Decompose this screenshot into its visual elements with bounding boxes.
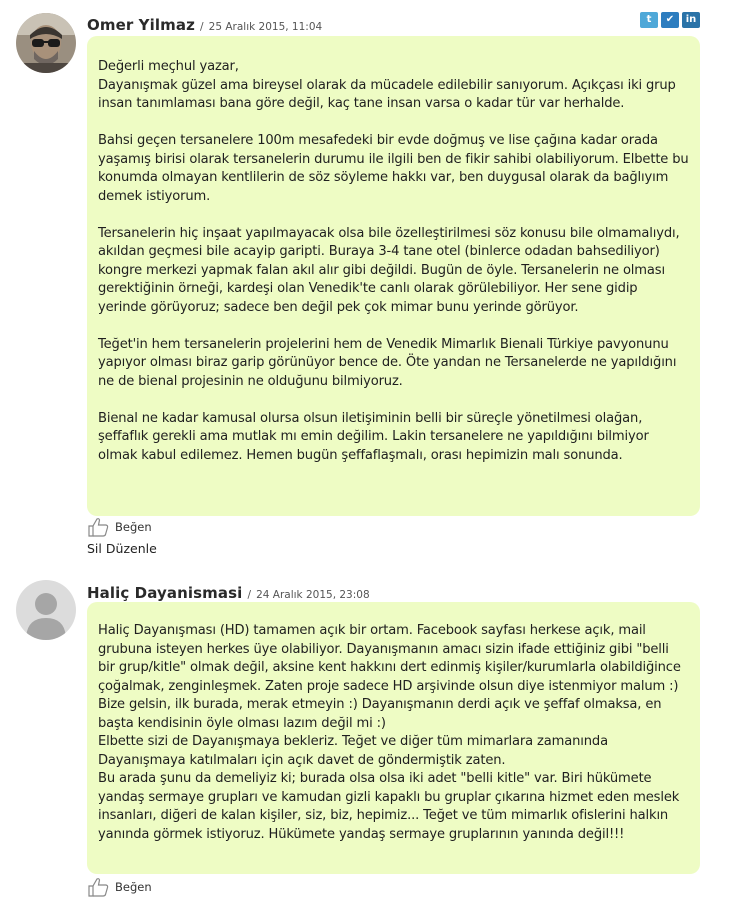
thumbs-up-icon: [87, 517, 109, 537]
like-label: Beğen: [115, 880, 152, 894]
linkedin-icon[interactable]: in: [682, 12, 700, 28]
comment-actions: [87, 517, 161, 556]
comment-body: [87, 602, 700, 874]
comment-paragraph: Bahsi geçen tersanelere 100m mesafedeki bir evde doğmuş ve lise çağına kadar orada yaşamış birisi olarak tersanelerin durumu ile ilgili ben de fikir sahibi olabiliyorum. Elbette bu konumda olmayan kentlilerin de söz söyleme hakkı var, ben duygusal olarak da bağlıyım demek istiyorum.: [98, 133, 689, 204]
date-separator: /: [200, 21, 204, 33]
edit-link[interactable]: Düzenle: [105, 541, 157, 556]
comment-admin-links: [87, 541, 161, 556]
comment-date: 25 Aralık 2015, 11:04: [208, 21, 323, 33]
comment-paragraph: Elbette sizi de Dayanışmaya bekleriz. Teğet ve diğer tüm mimarlara zamanında Dayanışmaya katılmaları için açık davet de göndermiştik zaten.: [98, 734, 608, 768]
share-icons: [640, 12, 700, 28]
comment-paragraph: Haliç Dayanışması (HD) tamamen açık bir ortam. Facebook sayfası herkese açık, mail grubuna isteyen herkes üye olabiliyor. Dayanışmanın amacı sizin ifade ettiğiniz gibi "belli bir grup/kitle" olmak değil, aksine kent hakkını dert edinmiş kişiler/kurumlarla olabildiğince çoğalmak, zenginleşmek. Zaten proje sadece HD arşivinde olsun diye istenmiyor malum :) Bize gelsin, ilk burada, merak etmeyin :) Dayanışmanın derdi açık ve şeffaf olmaksa, en başta kendisinin öyle olması lazım değil mi :): [98, 623, 681, 731]
comment-header: [87, 15, 322, 34]
date-separator: /: [247, 589, 251, 601]
avatar[interactable]: [16, 580, 76, 640]
comment-paragraph: Bu arada şunu da demeliyiz ki; burada olsa olsa iki adet "belli kitle" var. Biri hükümete yandaş sermaye grupları ve kamudan gizli kapaklı bu gruplar çıkarına hizmet eden meslek insanları, diğeri de kalan kişiler, siz, biz, hepimiz... Teğet ve tüm mimarlık ofislerini halkın yanında görmek istiyoruz. Hükümete yandaş sermaye gruplarının yanında değil!!!: [98, 771, 680, 842]
twitter-icon[interactable]: t: [640, 12, 658, 28]
like-button[interactable]: [87, 877, 152, 897]
comment-actions: [87, 877, 152, 897]
comment-author[interactable]: Haliç Dayanismasi: [87, 584, 243, 602]
comment-paragraph: Tersanelerin hiç inşaat yapılmayacak olsa bile özelleştirilmesi söz konusu bile olmamalıydı, akıldan geçmesi bile acayip garipti. Buraya 3-4 tane otel (binlerce odadan bahsediliyor) kongre merkezi yapmak falan akıl alır gibi değildi. Bugün de öyle. Tersanelerin ne olması gerektiğinin örneği, kardeşi olan Venedik'te canlı olarak görülebiliyor. Her sene gidip yerinde görüyoruz; sadece ben değil pek çok mimar bunu yerinde görüyor.: [98, 225, 680, 315]
comment-paragraph: Değerli meçhul yazar, Dayanışmak güzel ama bireysel olarak da mücadele edilebilir sanıyorum. Açıkçası iki grup insan tanımlaması bana göre değil, kaç tane insan varsa o kadar tür var herhalde.: [98, 59, 676, 111]
comment-header: [87, 583, 370, 602]
thumbs-up-icon: [87, 877, 109, 897]
comment-author[interactable]: Omer Yilmaz: [87, 16, 195, 34]
like-button[interactable]: [87, 517, 161, 537]
comment-paragraph: Bienal ne kadar kamusal olursa olsun iletişiminin belli bir süreçle yönetilmesi olağan, şeffaflık gerekli ama mutlak mı emin değilim. Lakin tersanelere ne yapıldığını bilmiyor olmak kabul edilemez. Hemen bugün şeffaflaşmalı, orası hepimizin malı sonunda.: [98, 410, 649, 463]
check-icon[interactable]: ✔: [661, 12, 679, 28]
comment-paragraph: Teğet'in hem tersanelerin projelerini hem de Venedik Mimarlık Bienali Türkiye pavyonunu yapıyor olması biraz garip görünüyor bence de. Öte yandan ne Tersanelerde ne yapıldığını ne de bienal projesinin ne olduğunu bilmiyoruz.: [98, 336, 677, 389]
delete-link[interactable]: Sil: [87, 541, 102, 556]
comment-body: [87, 36, 700, 516]
comment-date: 24 Aralık 2015, 23:08: [256, 589, 370, 601]
avatar[interactable]: [16, 13, 76, 73]
like-label: Beğen: [115, 520, 152, 534]
